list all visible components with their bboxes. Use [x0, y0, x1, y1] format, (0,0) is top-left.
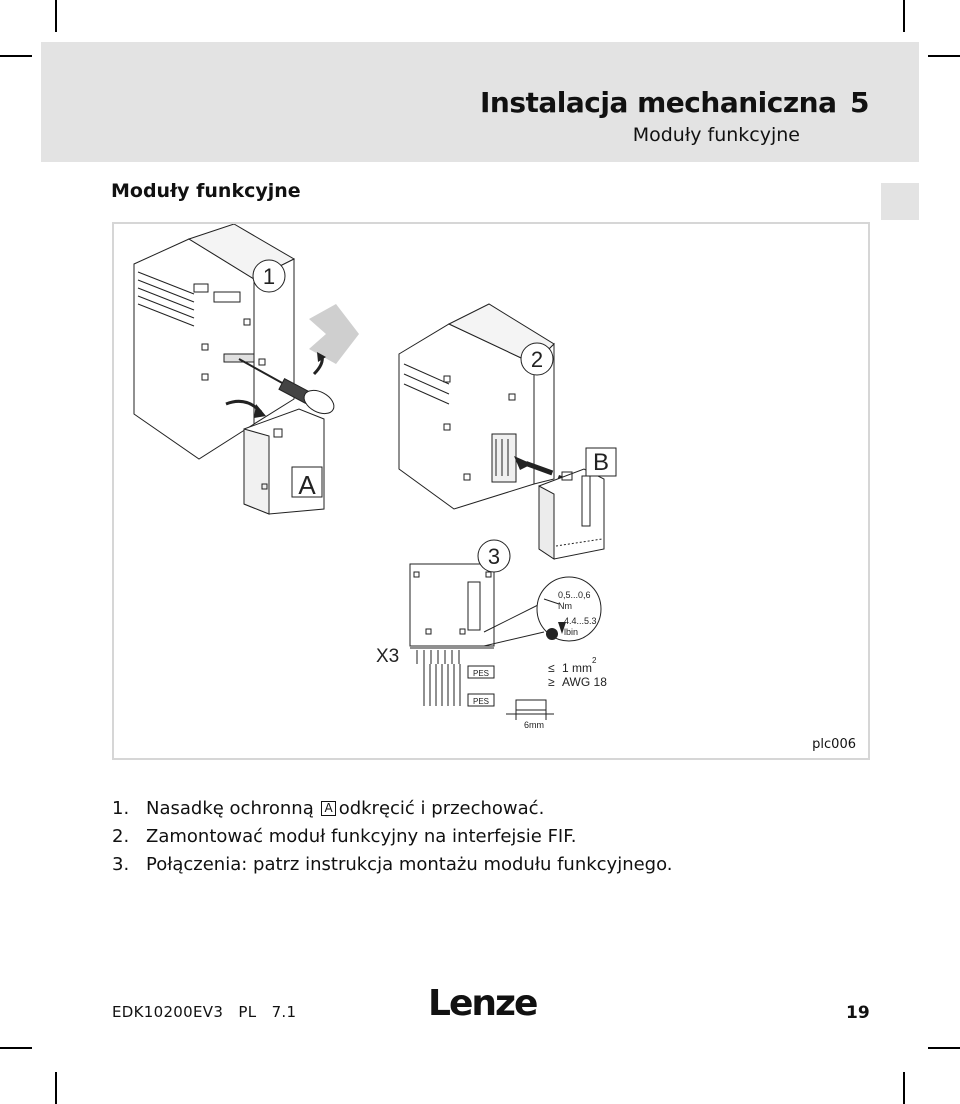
crop-mark [928, 1047, 960, 1049]
step-number: 1. [112, 798, 130, 819]
figure-frame [112, 222, 870, 760]
le-symbol: ≤ [548, 661, 555, 675]
step-text: Zamontować moduł funkcyjny na interfejsie FIF. [146, 826, 577, 847]
step-text: odkręcić i przechować. [338, 798, 545, 819]
connector-label: X3 [376, 646, 400, 667]
step-marker-label: 2 [530, 347, 544, 372]
step-list [112, 795, 872, 879]
side-tab [881, 183, 919, 220]
chapter-number: 5 [850, 86, 870, 119]
ge-symbol: ≥ [548, 675, 555, 689]
lenze-logo: Lenze [428, 983, 537, 1024]
crop-mark [0, 1047, 32, 1049]
function-module-b [539, 469, 604, 559]
pes-label: PES [472, 669, 490, 678]
wire-section: 1 mm [562, 661, 592, 675]
direction-arrow [309, 304, 359, 364]
step-marker-2 [521, 343, 553, 375]
step-number: 3. [112, 854, 130, 875]
torque-nm: 0,5...0,6 [558, 590, 591, 600]
pes-label: PES [472, 697, 490, 706]
chapter-title: Instalacja mechaniczna [480, 86, 837, 119]
step-marker-1 [253, 260, 285, 292]
crop-mark [0, 55, 32, 57]
wire-awg: AWG 18 [562, 675, 607, 689]
part-label-b: B [592, 449, 610, 476]
drive-unit-2 [399, 304, 554, 509]
crop-mark [903, 0, 905, 32]
step-text: Połączenia: patrz instrukcja montażu modułu funkcyjnego. [146, 854, 673, 875]
strip-length: 6mm [524, 720, 544, 730]
chapter-subtitle: Moduły funkcyjne [632, 124, 800, 146]
step-item [112, 851, 872, 879]
crop-mark [903, 1072, 905, 1104]
part-label-a: A [298, 470, 316, 500]
torque-nm-unit: Nm [558, 601, 572, 611]
figure-id: plc006 [812, 737, 856, 752]
wire-section-exp: 2 [592, 656, 597, 665]
section-heading: Moduły funkcyjne [111, 180, 301, 202]
connection-detail [410, 564, 601, 720]
crop-mark [55, 1072, 57, 1104]
step-marker-label: 1 [262, 264, 276, 289]
torque-lbin: 4.4...5.3 [564, 616, 597, 626]
crop-mark [928, 55, 960, 57]
installation-diagram [114, 224, 868, 758]
step-number: 2. [112, 826, 130, 847]
boxed-letter: A [321, 801, 335, 816]
torque-lbin-unit: lbin [564, 627, 579, 637]
crop-mark [55, 0, 57, 32]
step-marker-3 [478, 540, 510, 572]
step-marker-label: 3 [487, 544, 501, 569]
step-item [112, 795, 872, 823]
step-text: Nasadkę ochronną [146, 798, 314, 819]
page-number: 19 [846, 1003, 870, 1023]
footer-doc-code: EDK10200EV3 PL 7.1 [112, 1003, 297, 1021]
step-item [112, 823, 872, 851]
